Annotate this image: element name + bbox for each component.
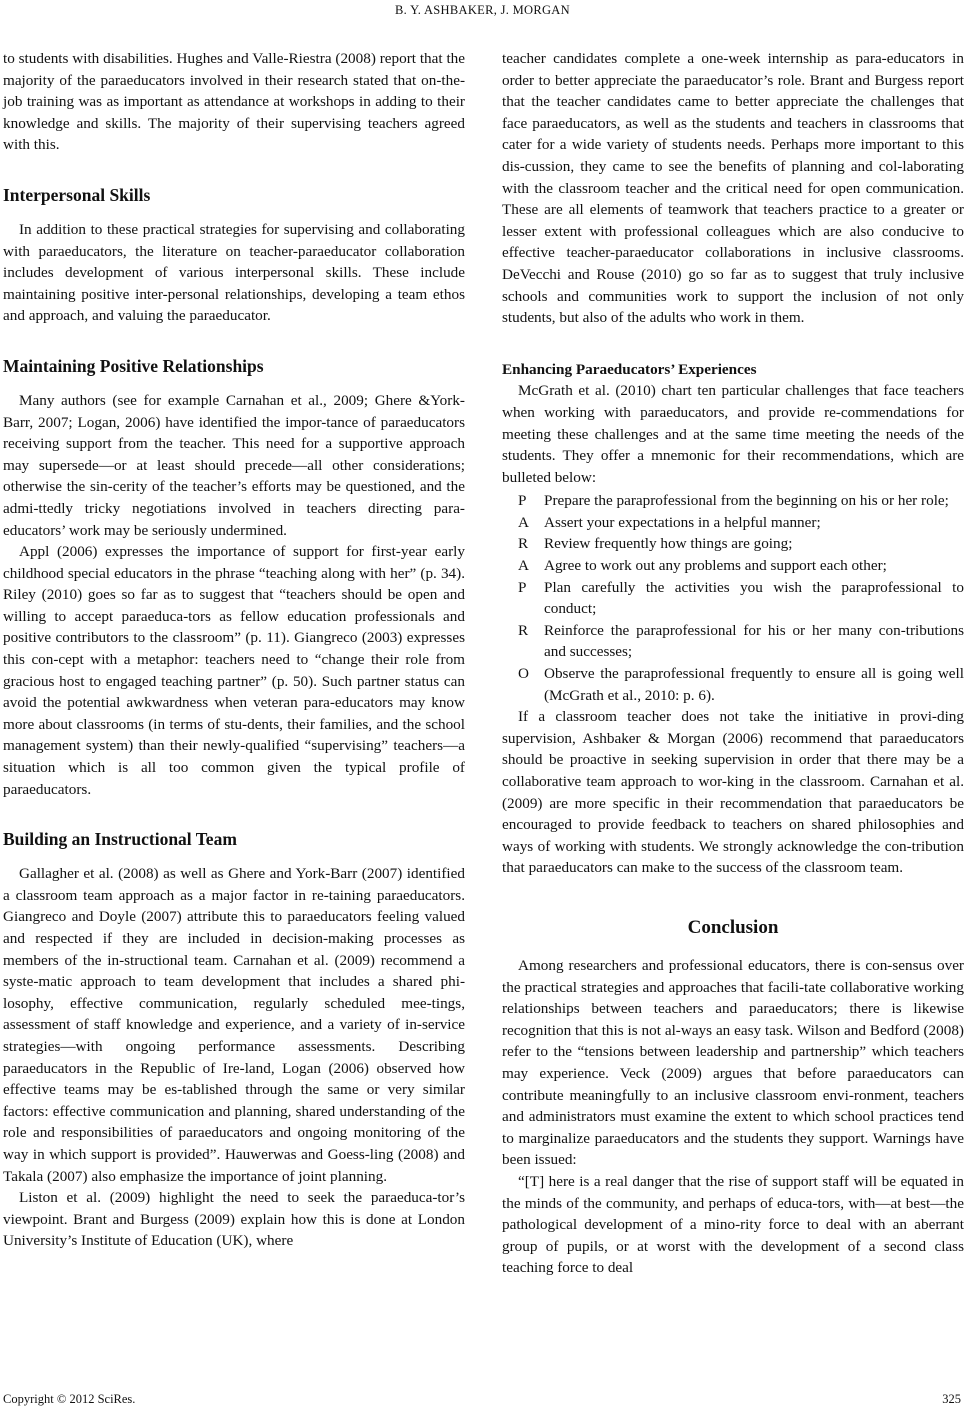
- list-item: [502, 663, 964, 706]
- mnemonic-text: Observe the paraprofessional frequently to ensure all is going well (McGrath et al., 2010: p. 6).: [544, 665, 964, 704]
- right-column: [502, 48, 964, 1279]
- running-title: B. Y. ASHBAKER, J. MORGAN: [395, 3, 570, 17]
- mnemonic-text: Reinforce the paraprofessional for his or her many con-tributions and successes;: [544, 621, 964, 661]
- paragraph-team-2: Liston et al. (2009) highlight the need to seek the paraeduca-tor’s viewpoint. Brant and Burgess (2009) explain how this is done at London University’s Institute of Education (UK), where: [3, 1189, 465, 1250]
- mnemonic-letter: P: [518, 578, 527, 596]
- list-item: [502, 555, 964, 577]
- heading-instructional-team: Building an Instructional Team: [3, 829, 237, 850]
- paragraph-conclusion: Among researchers and professional educators, there is con-sensus over the practical strategies and approaches that facili-tate collaborative working relationships between teachers and paraeducators; there is likewise recognition that this is not al-ways an easy task. Wilson and Bedford (2008) refer to the “tensions between leadership and partnership” which teachers may experience. Veck (2009) argues that before paraeducators can contribute meaningfully to an inclusive classroom envi-ronment, teachers and administrators must examine the extent to which school practices tend to marginalize paraeducators and the students they support. Warnings have been issued:: [502, 956, 964, 1169]
- paragraph-relationships-2: Appl (2006) expresses the importance of support for first-year early childhood special educators in the phrase “teaching along with her” (p. 34). Riley (2010) goes so far as to suggest that “teachers should be open and willing to accept paraeduca-tors as fellow education professionals and positive contributors to the classroom” (p. 11). Giangreco (2003) expresses this con-cept with a metaphor: teachers need to “change their role from gracious host to engaged teaching partner” (p. 50). Such partner status can avoid the potential awkwardness when veteran para-educators may know more about classrooms (in terms of stu-dents, their families, and the school management system) than their newly-qualified “supervising” teachers—a situation which is all too common given the typical profile of paraeducators.: [3, 543, 465, 798]
- paragraph-interpersonal: In addition to these practical strategies for supervising and collaborating with paraeducators, the literature on teacher-paraeducator collaboration includes development of various interpersonal skills. These include maintaining positive inter-personal relationships, developing a team ethos and approach, and valuing the paraeducator.: [3, 220, 465, 325]
- list-item: [502, 490, 964, 512]
- heading-conclusion: Conclusion: [687, 916, 779, 938]
- mnemonic-letter: A: [518, 557, 529, 575]
- paragraph-quote: “[T] here is a real danger that the rise of support staff will be equated in the minds of the community, and perhaps of educa-tors, with—at best—the pathological development of a mino-rity force to deal with an aberrant group of pupils, or at worst with the development of a second class teaching force to deal: [502, 1172, 964, 1277]
- mnemonic-letter: O: [518, 665, 529, 683]
- paragraph-initiative: If a classroom teacher does not take the initiative in provi-ding supervision, Ashbaker & Morgan (2006) recommend that paraeducators should be proactive in seeking supervision in order that there may be a collaborative team approach to wor-king in the classroom. Carnahan et al. (2009) are more specific in their recommendation that paraeducators be encouraged to provide feedback to teachers on shared philosophies and ways of working with students. We strongly acknowledge the con-tribution that paraeducators can make to the success of the classroom team.: [502, 708, 964, 877]
- paragraph-intro: to students with disabilities. Hughes and Valle-Riestra (2008) report that the majority of the paraeducators involved in their research stated that on-the-job training was as important as attendance at workshops in adding to their knowledge and skills. The majority of their supervising teachers agreed with this.: [3, 50, 465, 154]
- mnemonic-text: Assert your expectations in a helpful manner;: [544, 513, 821, 531]
- heading-enhancing-experiences: Enhancing Paraeducators’ Experiences: [502, 360, 757, 378]
- left-column: [3, 48, 465, 1252]
- page-footer: [3, 1392, 961, 1407]
- mnemonic-text: Review frequently how things are going;: [544, 535, 793, 553]
- paragraph-team-1: Gallagher et al. (2008) as well as Ghere and York-Barr (2007) identified a classroom team approach as a major factor in re-taining paraeducators. Giangreco and Doyle (2007) attribute this to paraeducators feeling valued and respected if they are included in decision-making processes as members of the in-structional team. Carnahan et al. (2009) recommend a syste-matic approach to team development that includes a shared phi-losophy, effective communication, regularly scheduled mee-tings, assessment of staff knowledge and experience, and a variety of in-service strategies—with ongoing performance assessments. Describing paraeducators in the Republic of Ire-land, Logan (2006) observed how effective teams may be es-tablished through the same or very similar factors: effective communication and planning, shared understanding of the role and responsibilities of paraeducators and ongoing monitoring of the way in which support is provided”. Hauwerwas and Goess-ling (2008) and Takala (2007) also emphasize the importance of joint planning.: [3, 865, 465, 1185]
- mnemonic-letter: R: [518, 621, 529, 639]
- mnemonic-letter: A: [518, 513, 529, 531]
- heading-interpersonal-skills: Interpersonal Skills: [3, 184, 151, 205]
- heading-maintaining-relationships: Maintaining Positive Relationships: [3, 355, 264, 376]
- mnemonic-text: Prepare the paraprofessional from the beginning on his or her role;: [544, 492, 949, 510]
- list-item: [502, 533, 964, 555]
- list-item: [502, 512, 964, 534]
- mnemonic-text: Agree to work out any problems and support each other;: [544, 557, 887, 575]
- list-item: [502, 620, 964, 663]
- mnemonic-letter: R: [518, 535, 529, 553]
- mnemonic-letter: P: [518, 492, 527, 510]
- copyright-notice: Copyright © 2012 SciRes.: [3, 1392, 136, 1406]
- mnemonic-text: Plan carefully the activities you wish the paraprofessional to conduct;: [544, 578, 964, 618]
- paragraph-relationships-1: Many authors (see for example Carnahan et al., 2009; Ghere &York-Barr, 2007; Logan, 2006) have identified the impor-tance of paraeducators receiving support from the teacher. This need for a supportive approach may supersede—or at least should precede—all other considerations; otherwise the sin-cerity of the teacher’s efforts may be questioned, and the admi-ttedly tricky negotiations involved in teachers directing para-educators’ work may be seriously undermined.: [3, 391, 465, 539]
- list-item: [502, 577, 964, 620]
- mnemonic-list: [502, 490, 964, 706]
- paragraph-continued: teacher candidates complete a one-week internship as para-educators in order to better appreciate the paraeducator’s role. Brant and Burgess report that the teacher candidates came to better appreciate the challenges that face paraeducators, as well as the students and teachers in classrooms that cater for a wide variety of students needs. Perhaps more important to this dis-cussion, they came to see the benefits of planning and col-laborating with the classroom teacher and the critical need for open communication. These are all elements of teamwork that teachers practice to a greater or lesser extent with professional colleagues which are also conducive to effective teacher-paraeducator collaborations in inclusive classrooms. DeVecchi and Rouse (2010) go so far as to suggest that truly inclusive schools and communities work to support the inclusion of not only students, but also of the adults who work in them.: [502, 50, 964, 327]
- page-number: 325: [942, 1392, 961, 1406]
- paragraph-enhancing: McGrath et al. (2010) chart ten particular challenges that face teachers when working with paraeducators, and provide re-commendations for meeting these challenges and at the same time meeting the needs of the students. They offer a mnemonic for their recommendations, which are bulleted below:: [502, 382, 964, 486]
